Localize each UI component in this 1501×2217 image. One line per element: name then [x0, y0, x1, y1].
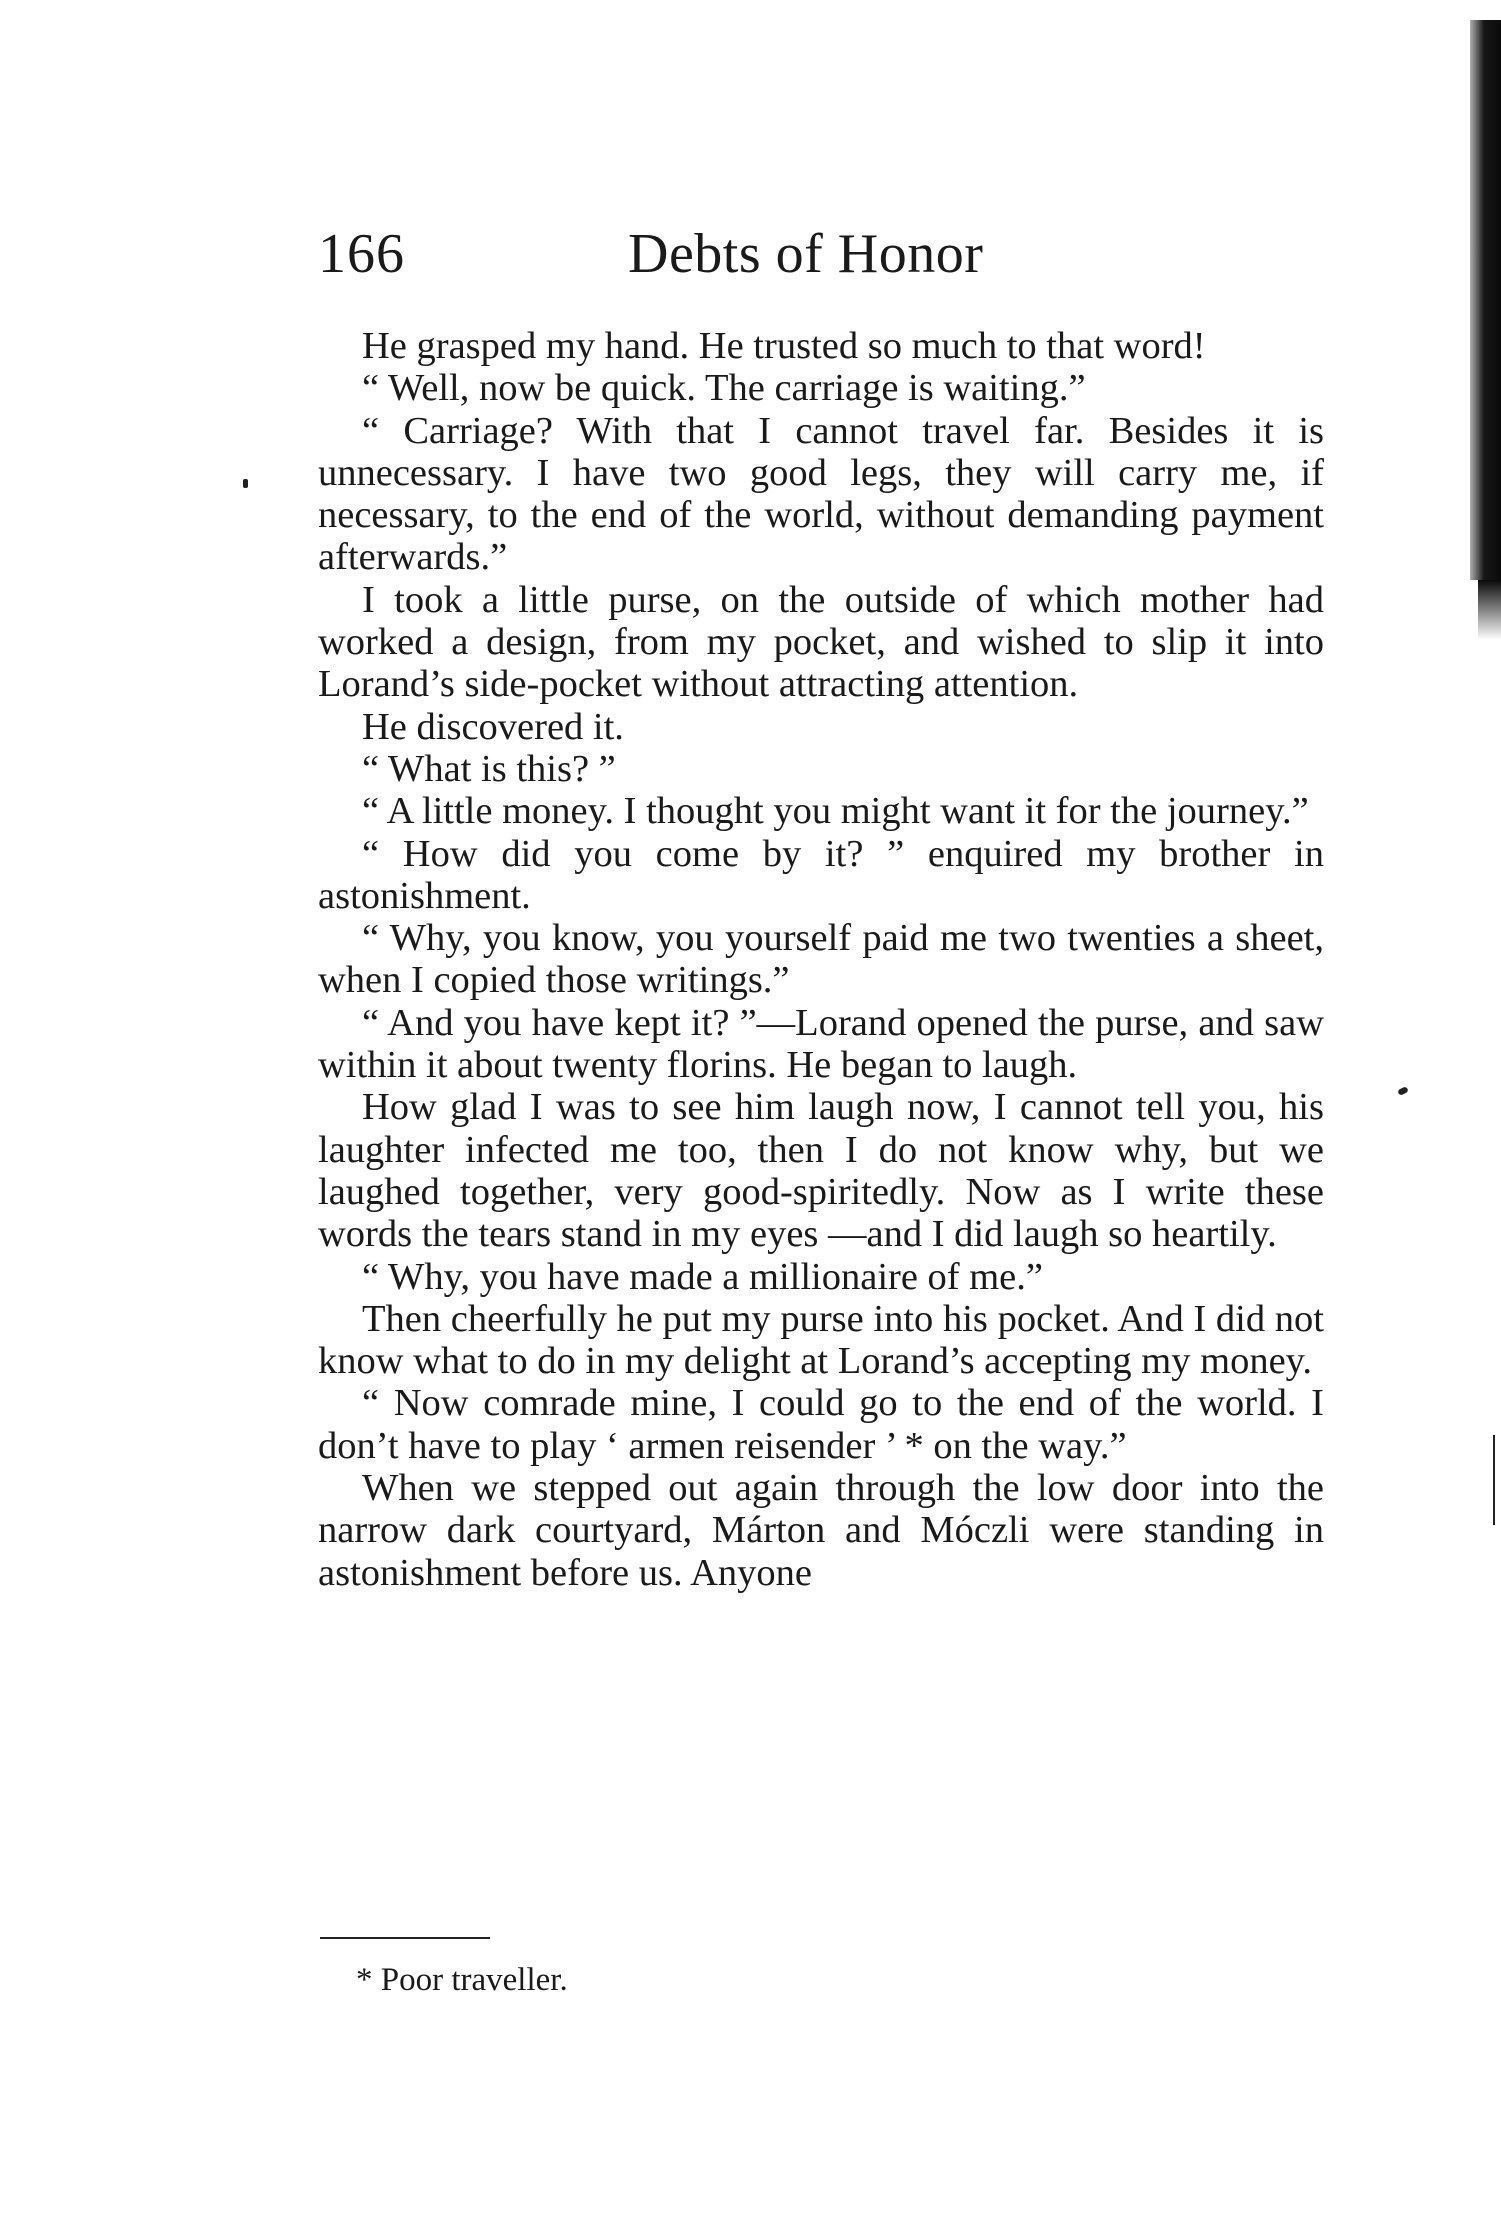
- paragraph: How glad I was to see him laugh now, I cannot tell you, his laughter infected me too, then I do not know why, but we laughed together, very good-spiritedly. Now as I write these words the tears stand in my eyes —and I did laugh so heartily.: [318, 1086, 1324, 1256]
- paragraph: “ Why, you have made a millionaire of me.”: [362, 1255, 1043, 1298]
- paragraph: “ Well, now be quick. The carriage is waiting.”: [362, 367, 1086, 410]
- footnote: * Poor traveller.: [356, 1962, 568, 1998]
- paragraph: I took a little purse, on the outside of which mother had worked a design, from my pocket, and wished to slip it into Lorand’s side-pocket without attracting attention.: [318, 578, 1324, 706]
- paragraph: “ Carriage? With that I cannot travel far. Besides it is unnecessary. I have two good legs, they will carry me, if necessary, to the end of the world, without demanding payment afterwards.”: [318, 409, 1324, 579]
- paragraph: He discovered it.: [362, 705, 624, 748]
- paragraph: “ What is this? ”: [362, 747, 616, 790]
- margin-speck: [243, 479, 248, 488]
- binding-shadow-fade: [1478, 580, 1501, 640]
- footnote-rule: [320, 1937, 490, 1939]
- margin-line: [1493, 1435, 1495, 1525]
- paragraph: “ A little money. I thought you might want it for the journey.”: [362, 790, 1309, 833]
- binding-shadow: [1470, 20, 1501, 580]
- paragraph: Then cheerfully he put my purse into his pocket. And I did not know what to do in my delight at Lorand’s accepting my money.: [318, 1297, 1324, 1383]
- margin-speck: [1397, 1086, 1409, 1096]
- paragraph: “ And you have kept it? ”—Lorand opened the purse, and saw within it about twenty florins. He began to laugh.: [318, 1001, 1324, 1087]
- body-text: [318, 325, 1324, 1594]
- running-head: Debts of Honor: [628, 223, 984, 285]
- paragraph: “ Why, you know, you yourself paid me two twenties a sheet, when I copied those writings.”: [318, 917, 1324, 1002]
- paragraph: “ How did you come by it? ” enquired my brother in astonishment.: [318, 832, 1324, 917]
- paragraph: He grasped my hand. He trusted so much to that word!: [362, 325, 1206, 367]
- paragraph: “ Now comrade mine, I could go to the end of the world. I don’t have to play ‘ armen reisender ’ * on the way.”: [318, 1382, 1324, 1467]
- page-header: [318, 222, 1338, 302]
- paragraph: When we stepped out again through the low door into the narrow dark courtyard, Márton and Móczli were standing in astonishment before us. Anyone: [318, 1467, 1324, 1594]
- page-number: 166: [318, 223, 405, 285]
